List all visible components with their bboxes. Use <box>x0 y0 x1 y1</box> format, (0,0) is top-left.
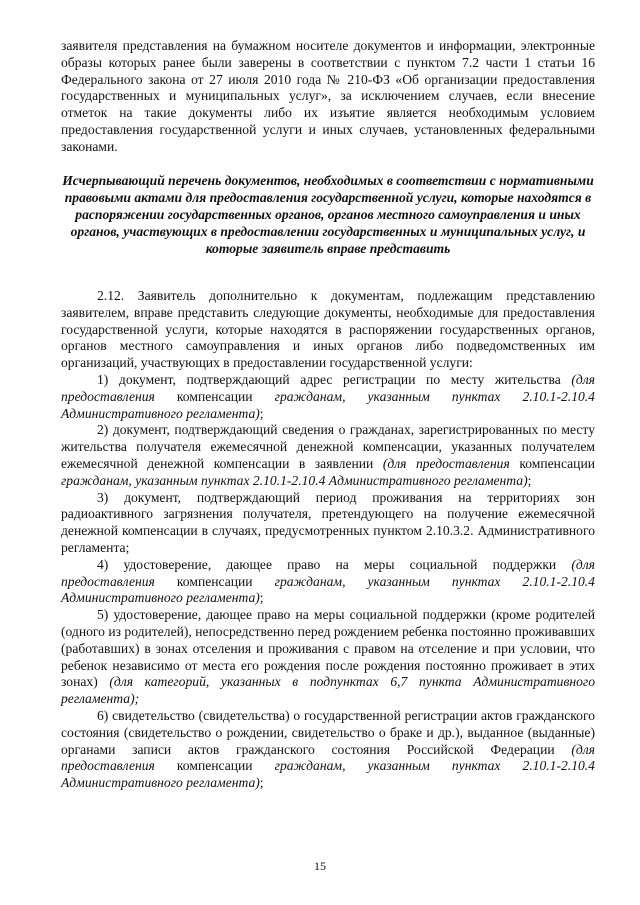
item-1-end: ; <box>259 405 264 421</box>
item-4-note-b: компенсации <box>176 573 253 589</box>
intro-text: заявителя представления на бумажном носителе документов и информации, электронные образы которых ранее были заверены в соответствии с пунктом 7.2 части 1 статьи 16 Федерального закона от 27 июля 2010 года № 210-ФЗ «Об организации предоставления государственных и муниципальных услуг», за исключением случаев, если внесение отметок на такие документы либо их изъятие является необходимым условием предоставления государственной услуги и иных случаев, установленных федеральными законами. <box>61 38 595 154</box>
item-2 <box>61 422 595 489</box>
item-3 <box>61 490 595 557</box>
item-6-note-c: гражданам, указанным пунктах 2.10.1-2.10.4 Административного регламента) <box>61 758 595 791</box>
item-1-note-c: гражданам, указанным пунктах 2.10.1-2.10.4 Административного регламента) <box>61 388 595 421</box>
item-6-end: ; <box>259 775 264 791</box>
intro-paragraph <box>61 38 595 156</box>
item-1-note-b: компенсации <box>176 388 253 404</box>
item-4-end: ; <box>259 590 264 606</box>
item-4-note-a: (для предоставления <box>61 556 595 589</box>
item-5 <box>61 607 595 708</box>
item-1 <box>61 372 595 422</box>
section-body <box>61 288 595 792</box>
item-5-text: 5) удостоверение, дающее право на меры социальной поддержки (кроме родителей (одного из родителей), непосредственно перед рождением ребенка постоянно проживавших (работавших) в зонах отселения и проживания с правом на отселение и при условии, что ребенок независимо от места его рождения после рождения постоянно проживает в этих зонах) <box>61 607 595 690</box>
item-6 <box>61 708 595 792</box>
item-4-note-c: гражданам, указанным пунктах 2.10.1-2.10.4 Административного регламента) <box>61 573 595 606</box>
item-2-note-a: (для предоставления <box>382 455 510 471</box>
item-2-note-b: компенсации <box>519 455 596 471</box>
item-6-note-b: компенсации <box>176 758 253 774</box>
item-3-text: 3) документ, подтверждающий период проживания на территориях зон радиоактивного загрязнения получателя, претендующего на получение ежемесячной денежной компенсации в случаях, предусмотренных пунктом 2.10.3.2. Административного регламента; <box>61 489 595 555</box>
item-2-end: ; <box>527 472 532 488</box>
item-6-text: 6) свидетельство (свидетельства) о государственной регистрации актов гражданского состояния (свидетельство о рождении, свидетельство о браке и др.), выданное (выданные) органами записи актов гражданского состояния Российской Федерации <box>61 707 595 757</box>
page-number: 15 <box>314 859 326 873</box>
item-1-text: 1) документ, подтверждающий адрес регистрации по месту жительства <box>97 371 561 387</box>
item-6-note-a: (для предоставления <box>61 741 595 774</box>
item-2-note-c: гражданам, указанным пунктах 2.10.1-2.10.4 Административного регламента) <box>61 472 528 488</box>
item-4 <box>61 557 595 607</box>
item-5-note-a: (для категорий, указанных в подпунктах 6,7 пункта Административного регламента); <box>61 674 595 707</box>
item-4-text: 4) удостоверение, дающее право на меры социальной поддержки <box>97 556 557 572</box>
item-1-note-a: (для предоставления <box>61 371 595 404</box>
paragraph-2-12: 2.12. Заявитель дополнительно к документам, подлежащим представлению заявителем, вправе представить следующие документы, необходимые для предоставления государственной услуги, которые находятся в распоряжении государственных органов, органов местного самоуправления и иных органов либо подведомственных им организаций, участвующих в предоставлении государственной услуги: <box>61 288 595 371</box>
section-heading <box>61 172 595 257</box>
heading-text: Исчерпывающий перечень документов, необходимых в соответствии с нормативными правовыми актами для предоставления государственной услуги, которые находятся в распоряжении государственных органов, органов местного самоуправления и иных органов, участвующих в предоставлении государственных и муниципальных услуг, и которые заявитель вправе представить <box>62 173 594 256</box>
item-2-text: 2) документ, подтверждающий сведения о гражданах, зарегистрированных по месту жительства получателя ежемесячной денежной компенсации, указанных получателем ежемесячной денежной компенсации в заявлении <box>61 422 595 471</box>
